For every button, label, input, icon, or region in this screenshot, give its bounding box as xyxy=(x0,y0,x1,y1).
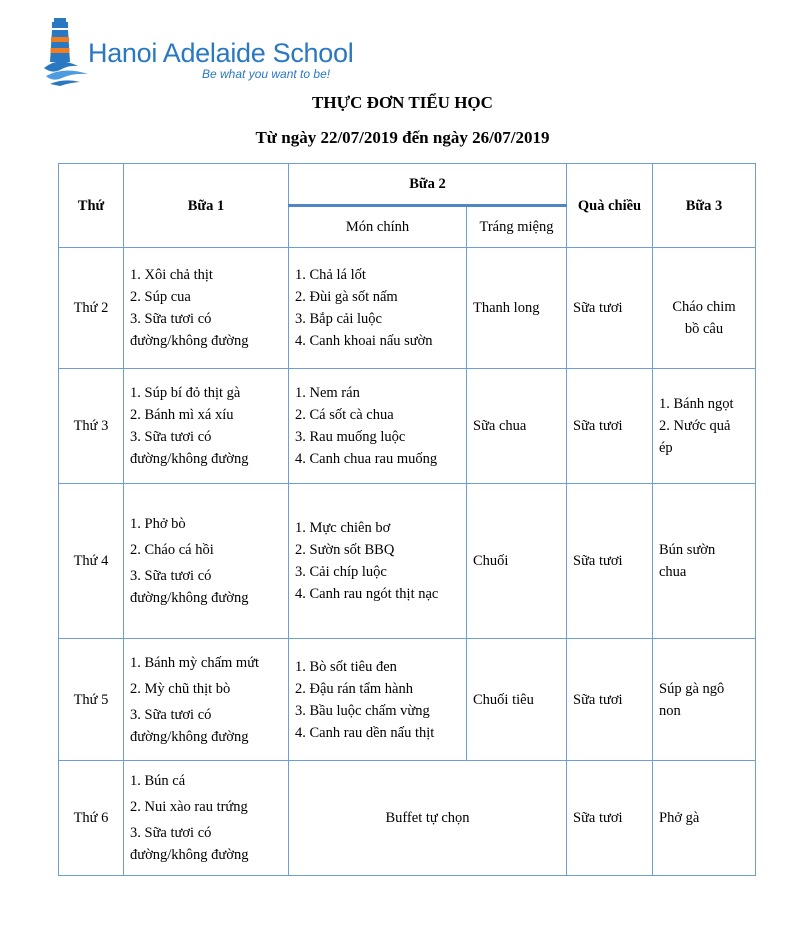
list-item: chua xyxy=(659,564,687,580)
meal-3-cell xyxy=(653,761,756,876)
list-item: Phở gà xyxy=(659,810,700,826)
snack-cell: Sữa tươi xyxy=(567,484,653,639)
list-item: 1. Mực chiên bơ xyxy=(295,520,391,536)
table-row xyxy=(59,369,756,484)
list-item: Bún sườn xyxy=(659,542,716,558)
header-dessert: Tráng miệng xyxy=(467,206,567,248)
meal-3-cell xyxy=(653,484,756,639)
dessert-cell: Chuối xyxy=(467,484,567,639)
list-item: 1. Bún cá xyxy=(130,773,186,789)
list-item: 3. Cải chíp luộc xyxy=(295,564,387,580)
header-meal-1: Bữa 1 xyxy=(124,164,289,248)
school-logo xyxy=(42,16,354,88)
meal-1-cell xyxy=(124,484,289,639)
list-item: 1. Xôi chả thịt xyxy=(130,267,213,283)
school-name: Hanoi Adelaide School xyxy=(88,38,354,68)
document-title: THỰC ĐƠN TIỂU HỌC xyxy=(312,93,493,112)
day-cell: Thứ 6 xyxy=(59,761,124,876)
table-row xyxy=(59,761,756,876)
list-item: đường/không đường xyxy=(130,590,249,606)
main-dish-cell xyxy=(289,639,467,761)
snack-cell: Sữa tươi xyxy=(567,639,653,761)
list-item: 3. Sữa tươi có xyxy=(130,706,212,723)
list-item: non xyxy=(659,702,681,719)
list-item: 2. Súp cua xyxy=(130,289,191,305)
dessert-cell: Thanh long xyxy=(467,248,567,369)
day-cell: Thứ 4 xyxy=(59,484,124,639)
meal-1-cell xyxy=(124,639,289,761)
table-row xyxy=(59,639,756,761)
snack-cell: Sữa tươi xyxy=(567,761,653,876)
list-item: Súp gà ngô xyxy=(659,680,725,697)
list-item: 2. Cá sốt cà chua xyxy=(295,407,394,423)
list-item: 1. Bánh ngọt xyxy=(659,396,734,412)
list-item: 2. Nước quả xyxy=(659,418,731,434)
list-item: 2. Nui xào rau trứng xyxy=(130,799,248,815)
list-item: 1. Chả lá lốt xyxy=(295,267,366,283)
table-row xyxy=(59,248,756,369)
day-cell: Thứ 5 xyxy=(59,639,124,761)
list-item: 4. Canh rau dền nấu thịt xyxy=(295,724,435,741)
list-item: 3. Rau muống luộc xyxy=(295,429,406,445)
header-day: Thứ xyxy=(59,164,124,248)
list-item: 2. Đùi gà sốt nấm xyxy=(295,289,398,305)
menu-table xyxy=(58,163,756,876)
snack-cell: Sữa tươi xyxy=(567,248,653,369)
list-item: 4. Canh khoai nấu sườn xyxy=(295,333,433,349)
meal-3-cell xyxy=(653,369,756,484)
list-item: bồ câu xyxy=(684,320,724,337)
main-dish-cell xyxy=(289,484,467,639)
buffet-cell: Buffet tự chọn xyxy=(289,761,567,876)
list-item: 3. Sữa tươi có xyxy=(130,311,212,327)
list-item: 4. Canh chua rau muống xyxy=(295,451,438,467)
list-item: Cháo chim xyxy=(672,298,736,315)
list-item: 1. Súp bí đỏ thịt gà xyxy=(130,385,241,401)
list-item: 3. Sữa tươi có xyxy=(130,825,212,841)
header-meal-3: Bữa 3 xyxy=(653,164,756,248)
header-meal-2: Bữa 2 xyxy=(289,164,567,206)
list-item: 2. Sườn sốt BBQ xyxy=(295,542,395,558)
table-row xyxy=(59,484,756,639)
meal-1-cell xyxy=(124,369,289,484)
list-item: đường/không đường xyxy=(130,333,249,349)
list-item: đường/không đường xyxy=(130,728,249,745)
list-item: 1. Bánh mỳ chấm mứt xyxy=(130,654,260,671)
list-item: 1. Nem rán xyxy=(295,385,360,401)
dessert-cell: Sữa chua xyxy=(467,369,567,484)
snack-cell: Sữa tươi xyxy=(567,369,653,484)
main-dish-cell xyxy=(289,369,467,484)
list-item: ép xyxy=(659,440,673,456)
list-item: đường/không đường xyxy=(130,847,249,863)
list-item: 2. Bánh mì xá xíu xyxy=(130,407,234,423)
header-afternoon-snack: Quà chiều xyxy=(567,164,653,248)
dessert-cell: Chuối tiêu xyxy=(467,639,567,761)
list-item: 3. Bắp cải luộc xyxy=(295,311,382,327)
list-item: 3. Sữa tươi có xyxy=(130,568,212,584)
list-item: 4. Canh rau ngót thịt nạc xyxy=(295,586,439,602)
list-item: 1. Phở bò xyxy=(130,516,186,532)
list-item: 1. Bò sốt tiêu đen xyxy=(295,658,397,675)
school-tagline: Be what you want to be! xyxy=(202,67,331,81)
lighthouse-icon xyxy=(42,16,90,88)
header-main-dish: Món chính xyxy=(289,206,467,248)
meal-3-cell xyxy=(653,248,756,369)
meal-1-cell xyxy=(124,248,289,369)
list-item: 2. Đậu rán tẩm hành xyxy=(295,680,413,697)
main-dish-cell xyxy=(289,248,467,369)
date-range: Từ ngày 22/07/2019 đến ngày 26/07/2019 xyxy=(255,128,550,147)
list-item: 3. Bầu luộc chấm vừng xyxy=(295,702,430,719)
day-cell: Thứ 2 xyxy=(59,248,124,369)
list-item: 2. Cháo cá hồi xyxy=(130,542,214,558)
list-item: 2. Mỳ chũ thịt bò xyxy=(130,680,231,697)
list-item: đường/không đường xyxy=(130,451,249,467)
meal-3-cell xyxy=(653,639,756,761)
meal-1-cell xyxy=(124,761,289,876)
list-item: 3. Sữa tươi có xyxy=(130,429,212,445)
day-cell: Thứ 3 xyxy=(59,369,124,484)
